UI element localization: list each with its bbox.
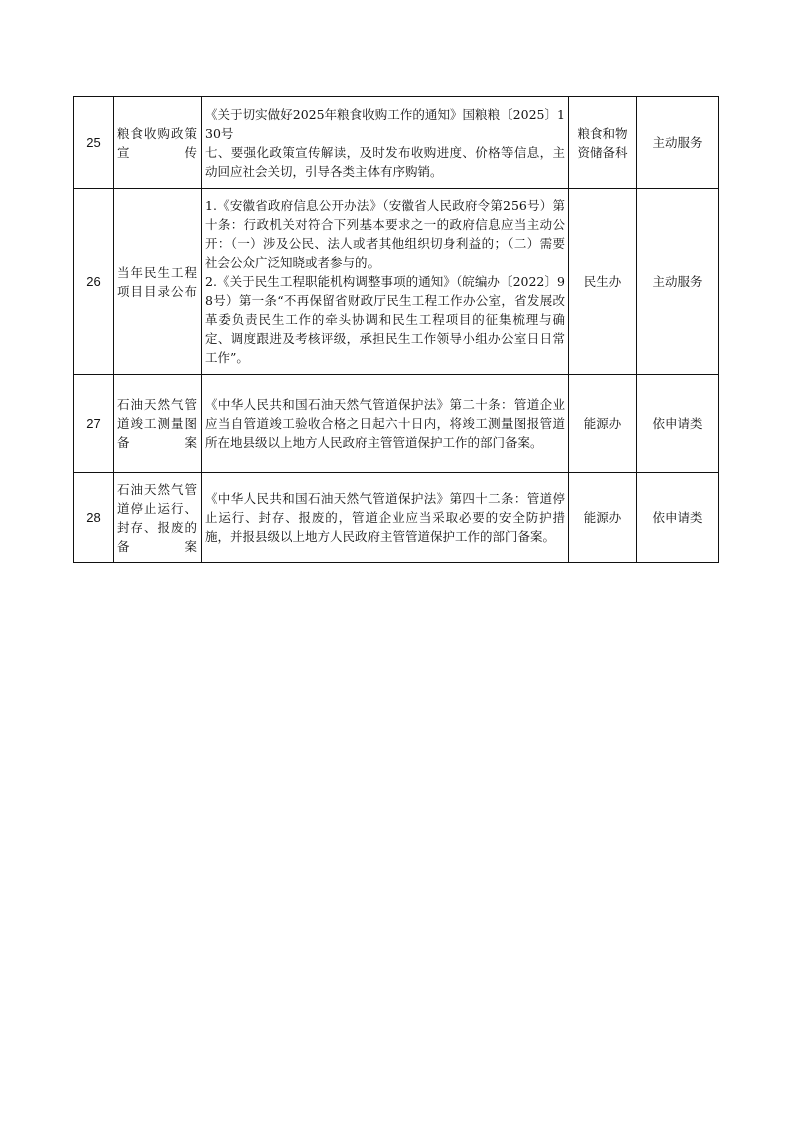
legal-basis <box>202 375 569 473</box>
row-number: 28 <box>74 473 114 563</box>
basis-line: 1.《安徽省政府信息公开办法》（安徽省人民政府令第256号）第十条：行政机关对符合下列基本要求之一的政府信息应当主动公开：（一）涉及公民、法人或者其他组织切身利益的；（二）需要社会公众广泛知晓或者参与的。 <box>205 198 565 270</box>
row-number: 27 <box>74 375 114 473</box>
service-type: 依申请类 <box>637 375 719 473</box>
basis-line: 《中华人民共和国石油天然气管道保护法》第四十二条：管道停止运行、封存、报废的，管道企业应当采取必要的安全防护措施，并报县级以上地方人民政府主管管道保护工作的部门备案。 <box>205 491 565 544</box>
basis-line: 七、要强化政策宣传解读，及时发布收购进度、价格等信息，主动回应社会关切，引导各类主体有序购销。 <box>205 144 565 179</box>
legal-basis <box>202 189 569 375</box>
service-list-table <box>73 96 719 563</box>
legal-basis <box>202 473 569 563</box>
service-type: 主动服务 <box>637 97 719 189</box>
basis-line: 《关于切实做好2025年粮食收购工作的通知》国粮粮〔2025〕130号 <box>205 106 565 141</box>
item-name: 石油天然气管道竣工测量图备案 <box>114 375 202 473</box>
table-row <box>74 189 719 375</box>
table-row <box>74 375 719 473</box>
department: 粮食和物资储备科 <box>569 97 637 189</box>
service-type: 主动服务 <box>637 189 719 375</box>
table-row <box>74 97 719 189</box>
department: 民生办 <box>569 189 637 375</box>
legal-basis <box>202 97 569 189</box>
row-number: 26 <box>74 189 114 375</box>
department: 能源办 <box>569 473 637 563</box>
service-type: 依申请类 <box>637 473 719 563</box>
item-name: 当年民生工程项目目录公布 <box>114 189 202 375</box>
basis-line: 2.《关于民生工程职能机构调整事项的通知》（皖编办〔2022〕98号）第一条“不再保留省财政厅民生工程工作办公室，省发展改革委负责民生工作的牵头协调和民生工程项目的征集梳理与确定、调度跟进及考核评级，承担民生工作领导小组办公室日日常工作”。 <box>205 274 565 365</box>
row-number: 25 <box>74 97 114 189</box>
item-name: 粮食收购政策宣传 <box>114 97 202 189</box>
table-row <box>74 473 719 563</box>
item-name: 石油天然气管道停止运行、封存、报废的备案 <box>114 473 202 563</box>
basis-line: 《中华人民共和国石油天然气管道保护法》第二十条：管道企业应当自管道竣工验收合格之日起六十日内，将竣工测量图报管道所在地县级以上地方人民政府主管管道保护工作的部门备案。 <box>205 397 565 450</box>
department: 能源办 <box>569 375 637 473</box>
